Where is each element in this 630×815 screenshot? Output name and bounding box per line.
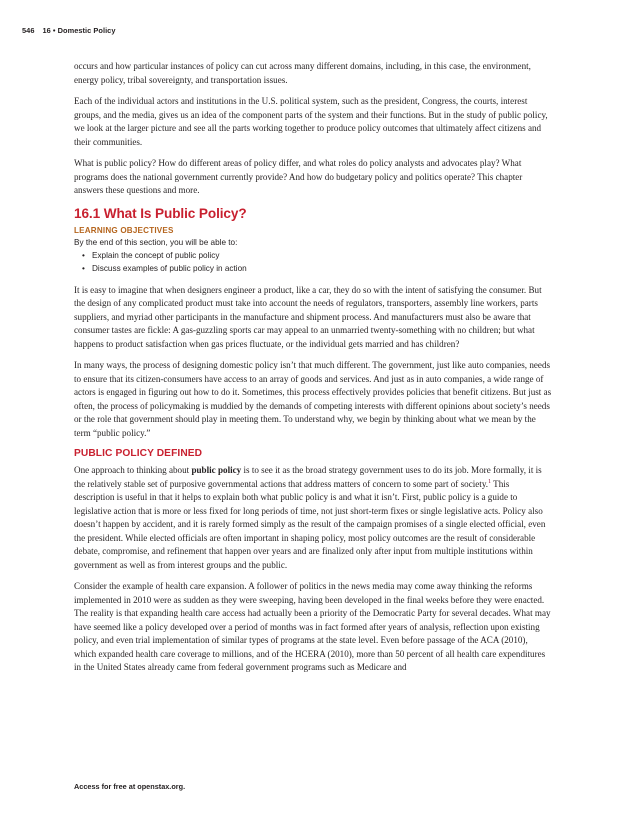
definition-paragraph <box>74 464 552 572</box>
page-number: 546 <box>22 26 35 35</box>
key-term: public policy <box>191 465 242 475</box>
intro-paragraph: Each of the individual actors and institutions in the U.S. political system, such as the president, Congress, the courts, interest groups, and the media, gives us an idea of the component parts of the system and their functions. But in the study of public policy, we look at the larger picture and see all the parts working together to produce policy outcomes that ultimately affect citizens and their communities. <box>74 96 548 147</box>
main-content <box>74 60 552 683</box>
chapter-title: 16 • Domestic Policy <box>42 26 116 35</box>
list-item: • Discuss examples of public policy in action <box>84 262 552 275</box>
section-paragraph: It is easy to imagine that when designers engineer a product, like a car, they do so with the intent of satisfying the consumer. But the design of any complicated product must take into account the needs of regulators, transporters, assembly line workers, parts suppliers, and myriad other participants in the manufacture and shipment process. And manufacturers must also be aware that consumer tastes are fickle: A gas-guzzling sports car may appeal to an unmarried twenty-something with no children; but what happens to product satisfaction when gas prices fluctuate, or the individual gets married and has children? <box>74 284 542 349</box>
learning-objectives-list <box>74 249 552 275</box>
intro-paragraph: What is public policy? How do different areas of policy differ, and what roles do policy analysts and advocates play? What programs does the national government currently provide? And how do budgetary policy and politics operate? This chapter answers these questions and more. <box>74 158 523 195</box>
learning-objectives-intro: By the end of this section, you will be able to: <box>74 237 238 247</box>
section-title: 16.1 What Is Public Policy? <box>74 205 247 221</box>
list-item: • Explain the concept of public policy <box>84 249 552 262</box>
footnote-link[interactable]: 1 <box>488 478 492 485</box>
text-run: is to see it as the broad strategy government uses to do its job. More formally, it is the relatively stable set of purposive governmental actions that address matters of concern to some part of society. <box>74 465 542 489</box>
example-paragraph: Consider the example of health care expansion. A follower of politics in the news media may come away thinking the reforms implemented in 2010 were as sudden as they were sweeping, having been developed in the final weeks before they were enacted. The reality is that expanding health care access had actually been a priority of the Democratic Party for several decades. What may have seemed like a policy developed over a period of months was in fact formed after years of analysis, reflection upon existing policy, and even trial implementation of similar types of programs at the state level. Even before passage of the ACA (2010), which expanded health care coverage to millions, and of the HCERA (2010), more than 50 percent of all health care expenditures in the United States already came from federal government programs such as Medicare and <box>74 581 551 672</box>
text-run: This description is useful in that it helps to explain both what public policy is and what it isn’t. First, public policy is a guide to legislative action that is more or less fixed for long periods of time, not just short-term fixes or single legislative acts. Policy also doesn’t happen by accident, and it is rarely formed simply as the result of the campaign promises of a single elected official, even the president. While elected officials are often important in shaping policy, most policy outcomes are the result of considerable debate, compromise, and refinement that happen over years and are finalized only after input from multiple institutions within government as well as from interest groups and the public. <box>74 478 546 570</box>
page-footer: Access for free at openstax.org. <box>74 782 186 791</box>
learning-objectives <box>74 226 552 275</box>
learning-objectives-heading: LEARNING OBJECTIVES <box>74 225 174 235</box>
subsection-title: PUBLIC POLICY DEFINED <box>74 448 203 459</box>
running-header <box>22 26 116 35</box>
section-paragraph: In many ways, the process of designing domestic policy isn’t that much different. The government, just like auto companies, needs to ensure that its citizen-consumers have access to an array of goods and services. And just as in auto companies, a wide range of actors is engaged in figuring out how to do it. Sometimes, this process effectively provides policies that benefit citizens. But just as often, the process of policymaking is muddied by the demands of competing interests with different opinions about society’s needs or the role that government should play in meeting them. To understand why, we begin by thinking about what we mean by the term “public policy.” <box>74 360 552 438</box>
intro-paragraph: occurs and how particular instances of policy can cut across many different domains, including, in this case, the environment, energy policy, tribal sovereignty, and transportation issues. <box>74 61 531 85</box>
text-run: One approach to thinking about <box>74 465 192 475</box>
